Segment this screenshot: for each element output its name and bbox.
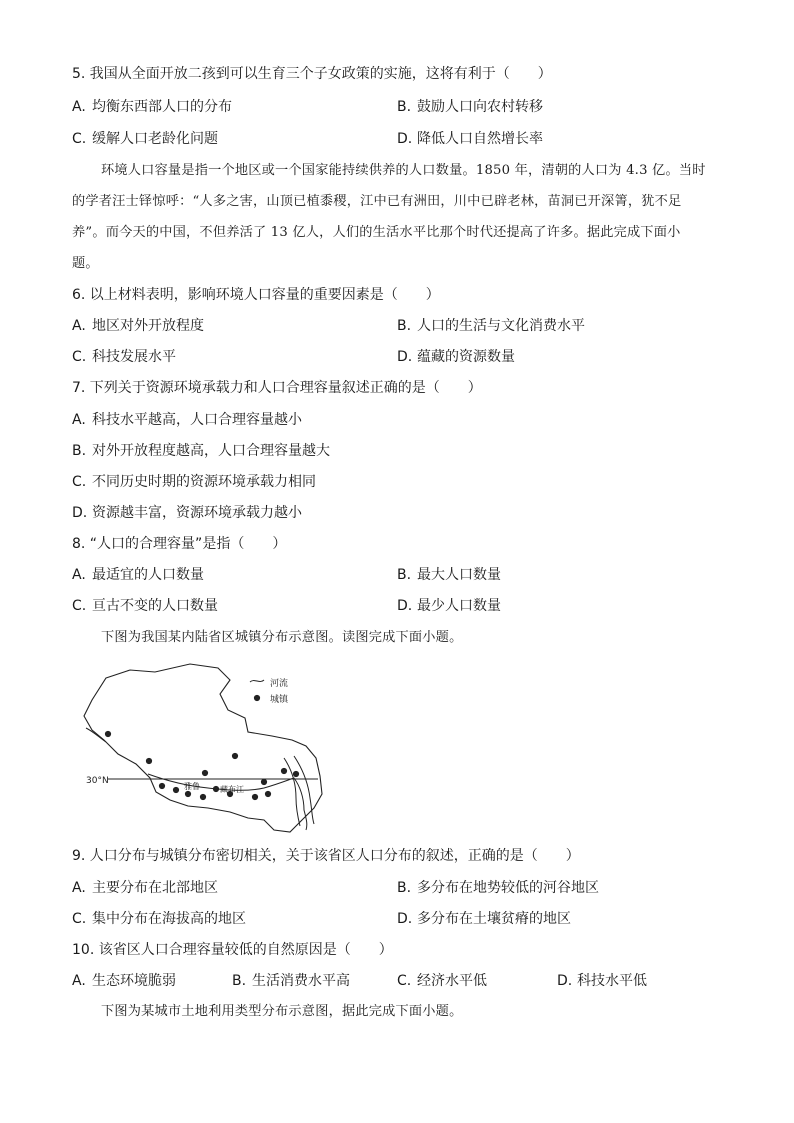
town-dot [232, 753, 238, 759]
option-key: D. [557, 973, 573, 989]
option-key: B. [72, 443, 87, 459]
option-key: D. [397, 131, 413, 147]
question-7-option-c[interactable] [72, 473, 316, 491]
question-10-stem: 10. 该省区人口合理容量较低的自然原因是（ ） [72, 942, 393, 958]
option-text: 蕴藏的资源数量 [417, 349, 515, 365]
option-key: A. [72, 973, 86, 989]
legend-town-label: 城镇 [270, 695, 289, 705]
option-text: 最适宜的人口数量 [92, 567, 204, 583]
option-text: 均衡东西部人口的分布 [92, 99, 232, 115]
question-6-option-c[interactable] [72, 348, 176, 366]
town-dot [146, 758, 152, 764]
passage-line-1: 环境人口容量是指一个地区或一个国家能持续供养的人口数量。1850 年，清朝的人口为 4.3 亿。当时 [101, 163, 706, 178]
next-figure-lead-text: 下图为某城市土地利用类型分布示意图，据此完成下面小题。 [101, 1004, 463, 1019]
option-text: 集中分布在海拔高的地区 [92, 911, 246, 927]
option-key: B. [232, 973, 247, 989]
town-dot [159, 783, 165, 789]
option-key: B. [397, 880, 412, 896]
question-6-stem: 6. 以上材料表明，影响环境人口容量的重要因素是（ ） [72, 287, 440, 303]
town-dot [173, 787, 179, 793]
question-5-option-b[interactable] [397, 98, 543, 116]
option-text: 多分布在地势较低的河谷地区 [417, 880, 599, 896]
option-text: 亘古不变的人口数量 [92, 598, 218, 614]
option-text: 人口的生活与文化消费水平 [417, 318, 585, 334]
town-dot [281, 768, 287, 774]
question-10-option-b[interactable] [232, 972, 350, 990]
option-key: A. [72, 567, 86, 583]
option-text: 不同历史时期的资源环境承载力相同 [92, 474, 316, 490]
question-9-option-d[interactable] [397, 910, 571, 928]
river-west [86, 728, 106, 742]
option-key: C. [72, 598, 87, 614]
option-key: D. [397, 598, 413, 614]
town-dot [213, 786, 219, 792]
option-key: C. [72, 911, 87, 927]
option-key: D. [72, 505, 88, 521]
option-text: 生态环境脆弱 [92, 973, 176, 989]
town-dot [261, 779, 267, 785]
question-9-option-b[interactable] [397, 879, 599, 897]
question-7-option-b[interactable] [72, 442, 330, 460]
question-8-option-d[interactable] [397, 597, 501, 615]
question-7-stem: 7. 下列关于资源环境承载力和人口合理容量叙述正确的是（ ） [72, 380, 482, 396]
question-9-stem: 9. 人口分布与城镇分布密切相关，关于该省区人口分布的叙述，正确的是（ ） [72, 848, 580, 864]
option-key: C. [72, 131, 87, 147]
question-6-option-a[interactable] [72, 317, 204, 335]
passage-line-2: 的学者汪士铎惊呼：“人多之害，山顶已植黍稷，江中已有洲田，川中已辟老林，苗洞已开深箐，犹不足 [72, 194, 682, 209]
latitude-label: 30°N [86, 776, 109, 786]
question-8-option-a[interactable] [72, 566, 204, 584]
question-5-option-c[interactable] [72, 130, 218, 148]
province-outline [84, 664, 322, 832]
option-text: 对外开放程度越高，人口合理容量越大 [92, 443, 330, 459]
question-10-option-a[interactable] [72, 972, 176, 990]
question-8-option-b[interactable] [397, 566, 501, 584]
question-5-option-a[interactable] [72, 98, 232, 116]
river-yarlung-tsangpo [148, 774, 307, 830]
option-key: C. [72, 349, 87, 365]
question-10-option-c[interactable] [397, 972, 487, 990]
option-key: A. [72, 99, 86, 115]
question-8-stem: 8. “人口的合理容量”是指（ ） [72, 536, 287, 552]
legend-river-icon [250, 680, 264, 682]
option-key: B. [397, 318, 412, 334]
river-label-1: 雅鲁 [184, 782, 200, 791]
town-dot [105, 731, 111, 737]
option-key: A. [72, 318, 86, 334]
town-dot [252, 794, 258, 800]
question-6-option-d[interactable] [397, 348, 515, 366]
option-text: 地区对外开放程度 [92, 318, 204, 334]
passage-line-4: 题。 [72, 256, 99, 271]
option-text: 科技发展水平 [92, 349, 176, 365]
question-9-option-c[interactable] [72, 910, 246, 928]
river-label-2: 藏布江 [220, 785, 244, 794]
river-east-1 [284, 758, 300, 826]
legend-town-icon [254, 695, 260, 701]
town-dot [202, 770, 208, 776]
legend-river-label: 河流 [270, 679, 289, 689]
town-dot [185, 791, 191, 797]
option-text: 科技水平低 [577, 973, 647, 989]
option-key: B. [397, 99, 412, 115]
option-text: 主要分布在北部地区 [92, 880, 218, 896]
map-lead-text: 下图为我国某内陆省区城镇分布示意图。读图完成下面小题。 [101, 630, 463, 645]
option-text: 降低人口自然增长率 [417, 131, 543, 147]
town-dot [200, 794, 206, 800]
question-10-option-d[interactable] [557, 972, 647, 990]
option-text: 多分布在土壤贫瘠的地区 [417, 911, 571, 927]
province-town-map [70, 658, 330, 834]
question-8-option-c[interactable] [72, 597, 218, 615]
town-dot [265, 791, 271, 797]
option-key: B. [397, 567, 412, 583]
question-7-option-d[interactable] [72, 504, 302, 522]
question-5-stem: 5. 我国从全面开放二孩到可以生育三个子女政策的实施，这将有利于（ ） [72, 66, 552, 82]
option-key: C. [397, 973, 412, 989]
option-text: 最大人口数量 [417, 567, 501, 583]
passage-line-3: 养”。而今天的中国，不但养活了 13 亿人，人们的生活水平比那个时代还提高了许多。据此完成下面小 [72, 225, 681, 240]
question-5-option-d[interactable] [397, 130, 543, 148]
question-6-option-b[interactable] [397, 317, 585, 335]
option-text: 生活消费水平高 [252, 973, 350, 989]
option-text: 最少人口数量 [417, 598, 501, 614]
town-dot [293, 771, 299, 777]
option-text: 经济水平低 [417, 973, 487, 989]
option-text: 资源越丰富，资源环境承载力越小 [92, 505, 302, 521]
option-key: C. [72, 474, 87, 490]
towns-group [105, 731, 299, 800]
option-key: D. [397, 349, 413, 365]
question-9-option-a[interactable] [72, 879, 218, 897]
option-key: A. [72, 880, 86, 896]
option-text: 缓解人口老龄化问题 [92, 131, 218, 147]
option-text: 鼓励人口向农村转移 [417, 99, 543, 115]
option-key: A. [72, 412, 86, 428]
question-7-option-a[interactable] [72, 411, 302, 429]
option-key: D. [397, 911, 413, 927]
option-text: 科技水平越高，人口合理容量越小 [92, 412, 302, 428]
